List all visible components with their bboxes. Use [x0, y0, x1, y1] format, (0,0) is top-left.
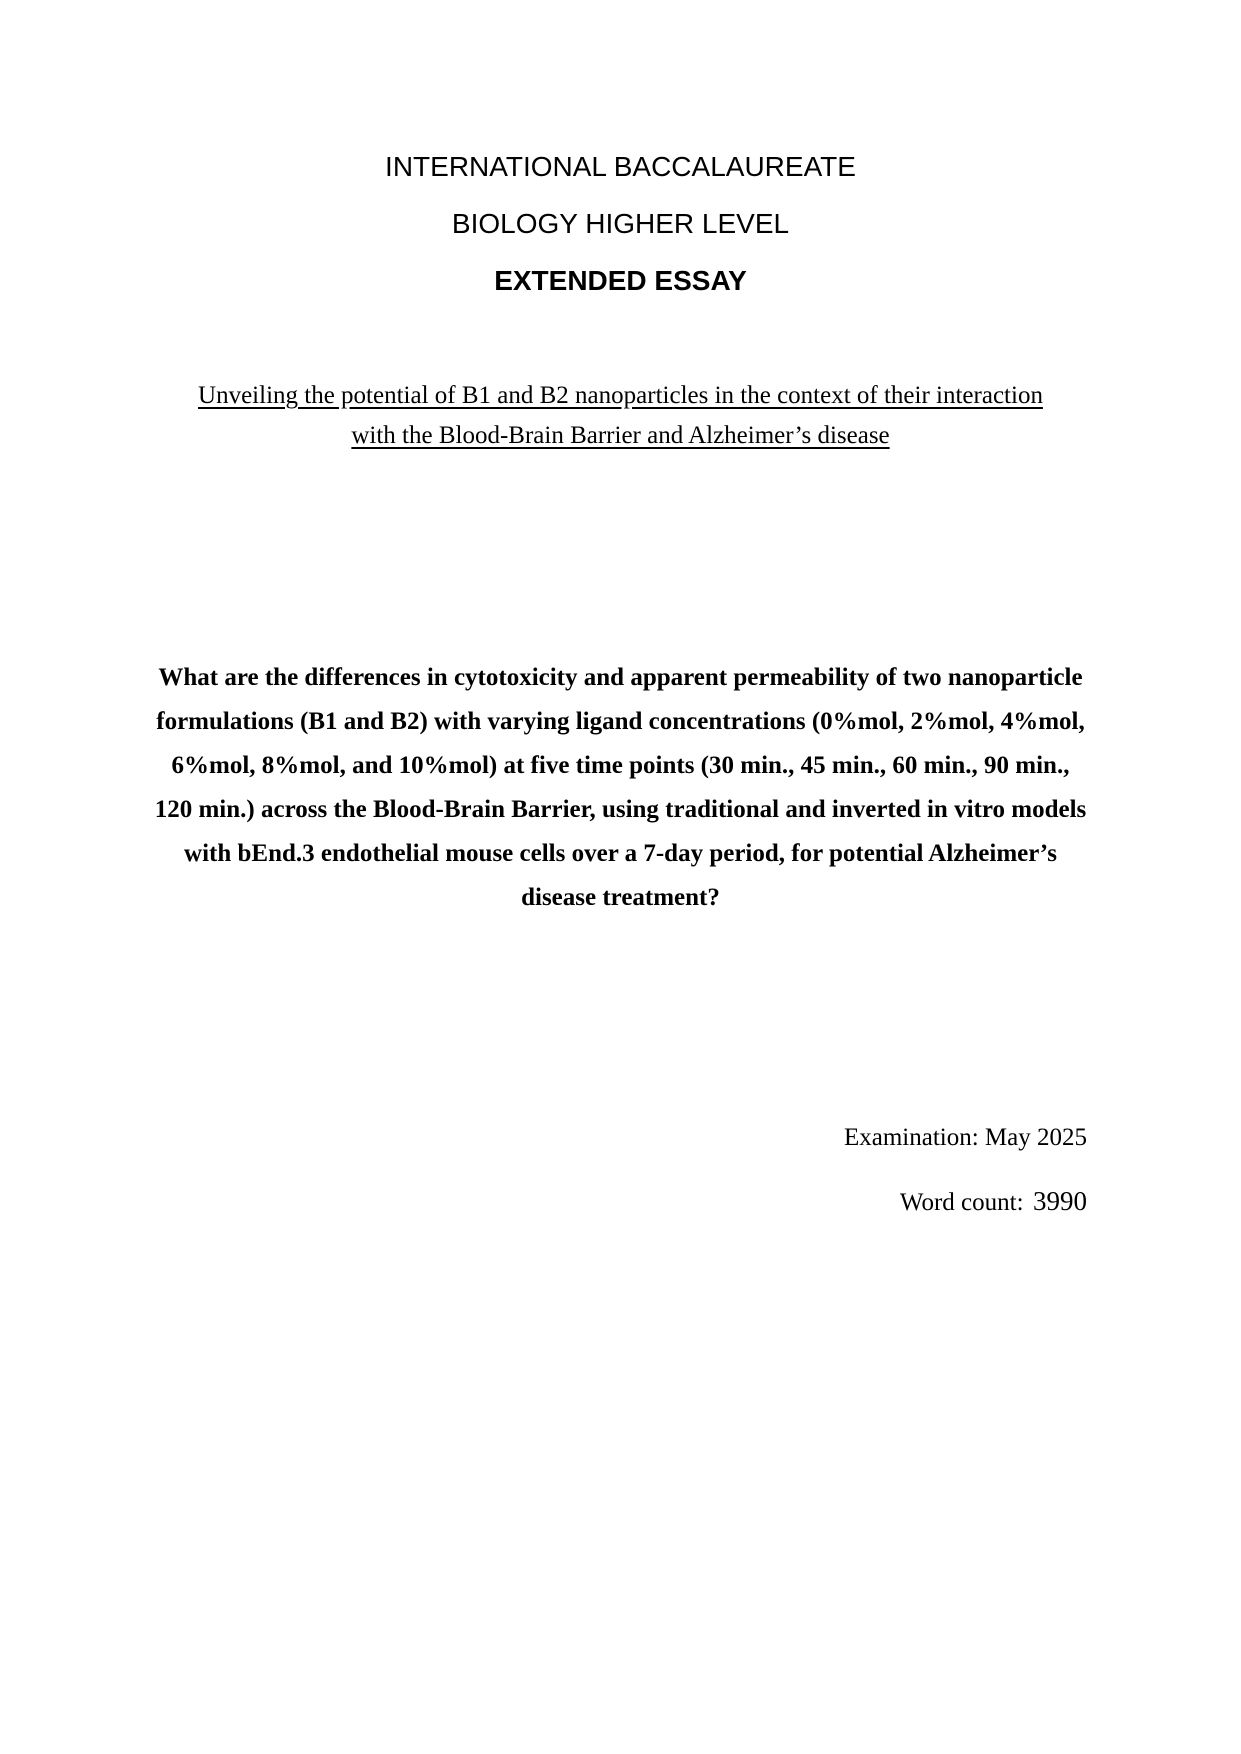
word-count-value: 3990	[1033, 1186, 1087, 1216]
research-question	[148, 656, 1093, 920]
research-question-line-1: What are the differences in cytotoxicity and apparent permeability of two nanoparticle	[158, 664, 1083, 691]
essay-title	[150, 376, 1091, 456]
document-type-title: EXTENDED ESSAY	[494, 265, 747, 296]
subject-level-title: BIOLOGY HIGHER LEVEL	[451, 208, 790, 239]
research-question-line-6: disease treatment?	[521, 884, 720, 911]
research-question-line-5: with bEnd.3 endothelial mouse cells over a 7-day period, for potential Alzheimer’s	[184, 840, 1057, 867]
essay-title-line-1: Unveiling the potential of B1 and B2 nanoparticles in the context of their interaction	[198, 382, 1043, 409]
word-count	[900, 1185, 1087, 1219]
organization-title: INTERNATIONAL BACCALAUREATE	[385, 151, 856, 182]
header-block	[0, 138, 1241, 309]
word-count-label: Word count:	[899, 1189, 1024, 1216]
essay-title-line-2: with the Blood-Brain Barrier and Alzheimer’s disease	[351, 422, 890, 449]
examination-session: Examination: May 2025	[843, 1124, 1087, 1151]
research-question-line-2: formulations (B1 and B2) with varying ligand concentrations (0%mol, 2%mol, 4%mol,	[156, 708, 1085, 735]
research-question-line-4: 120 min.) across the Blood-Brain Barrier, using traditional and inverted in vitro models	[154, 796, 1087, 823]
research-question-line-3: 6%mol, 8%mol, and 10%mol) at five time points (30 min., 45 min., 60 min., 90 min.,	[171, 752, 1070, 779]
